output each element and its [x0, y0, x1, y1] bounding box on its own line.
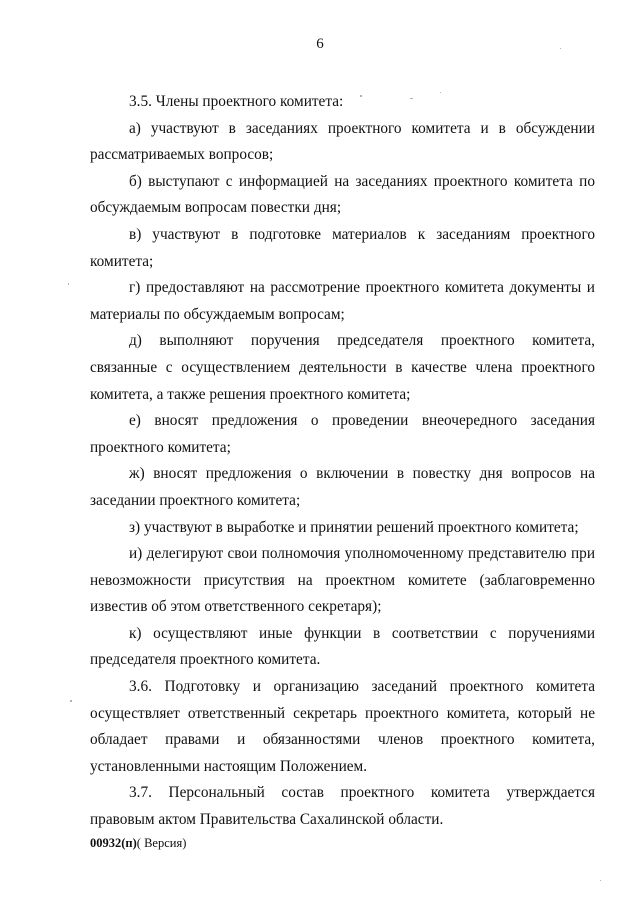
paragraph-item-v: в) участвуют в подготовке материалов к заседаниям проектного комитета; — [90, 225, 595, 270]
paragraph-item-zh: ж) вносят предложения о включении в повестку дня вопросов на заседании проектного комитета; — [90, 465, 595, 509]
scan-speck — [440, 92, 441, 93]
scan-speck — [600, 880, 601, 881]
paragraph-item-d: д) выполняют поручения председателя проектного комитета, связанные с осуществлением деятельности в качестве члена проектного комитета, а также решения проектного комитета; — [90, 332, 595, 403]
scan-speck — [410, 98, 413, 99]
paragraph-item-z: з) участвуют в выработке и принятии решений проектного комитета; — [129, 518, 579, 536]
scan-speck — [360, 95, 362, 97]
scan-speck — [68, 283, 69, 285]
paragraph-item-i: и) делегируют свои полномочия уполномоченному представителю при невозможности присутствия на проектном комитете (заблаговременно известив об этом ответственного секретаря); — [90, 545, 595, 616]
scan-speck — [70, 700, 72, 702]
paragraph-3-6: 3.6. Подготовку и организацию заседаний проектного комитета осуществляет ответственный секретарь проектного комитета, который не обладает правами и обязанностями членов проектного комитета, установленными настоящим Положением. — [90, 678, 595, 775]
document-version: ( Версия) — [136, 836, 187, 850]
page-number: 6 — [316, 36, 324, 52]
paragraph-item-b: б) выступают с информацией на заседаниях проектного комитета по обсуждаемым вопросам повестки дня; — [90, 172, 595, 217]
paragraph-3-7: 3.7. Персональный состав проектного комитета утверждается правовым актом Правительства Сахалинской области. — [90, 784, 595, 829]
paragraph-item-g: г) предоставляют на рассмотрение проектного комитета документы и материалы по обсуждаемым вопросам; — [90, 279, 595, 323]
paragraph-item-a: а) участвуют в заседаниях проектного комитета и в обсуждении рассматриваемых вопросов; — [90, 119, 595, 164]
paragraph-item-e: е) вносят предложения о проведении внеочередного заседания проектного комитета; — [90, 412, 595, 456]
document-body — [90, 89, 595, 834]
paragraph-item-k: к) осуществляют иные функции в соответствии с поручениями председателя проектного комитета. — [90, 624, 595, 669]
document-number: 00932(п) — [90, 836, 137, 850]
paragraph-3-5: 3.5. Члены проектного комитета: — [129, 93, 344, 110]
document-code — [90, 836, 186, 851]
scan-speck — [560, 48, 561, 49]
